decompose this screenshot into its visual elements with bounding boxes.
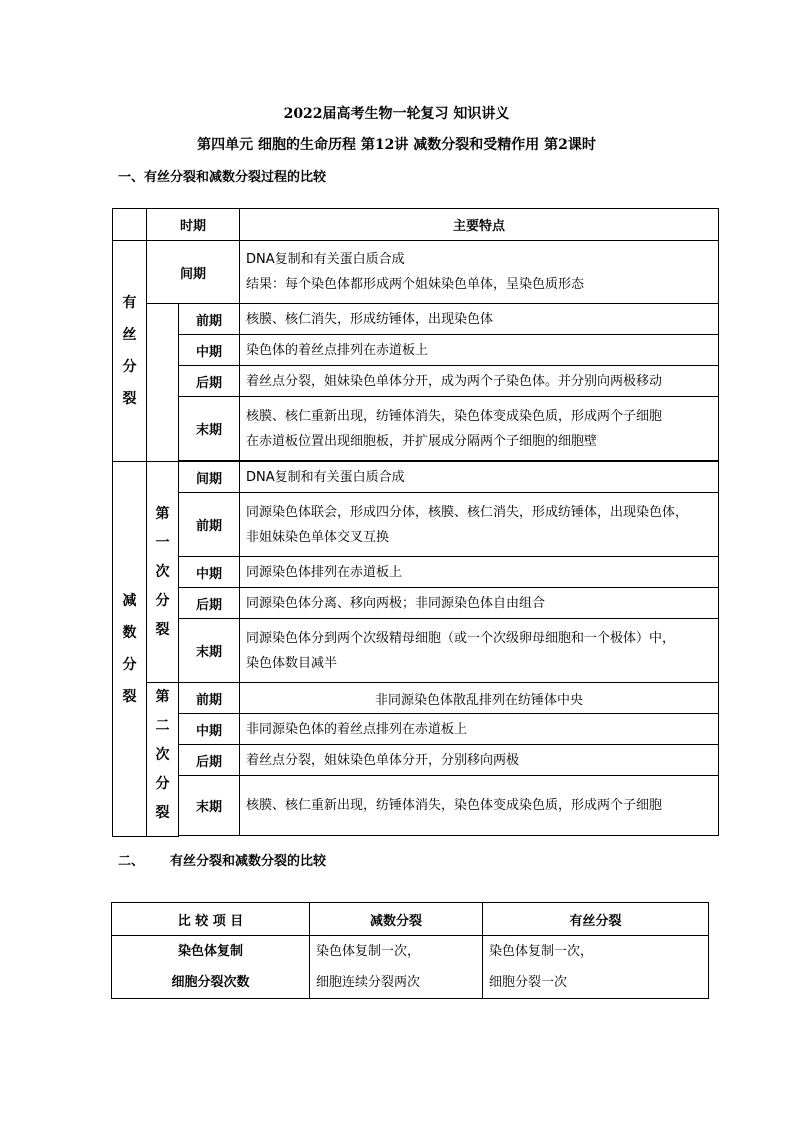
header-mitosis: 有丝分裂 bbox=[483, 903, 709, 936]
mitosis-char: 分 bbox=[122, 359, 137, 375]
table-row bbox=[113, 366, 719, 397]
mitosis-char: 有 bbox=[122, 295, 137, 311]
meiosis2-anaphase-text: 着丝点分裂，姐妹染色单体分开，分别移向两极 bbox=[240, 745, 719, 776]
table-row bbox=[113, 588, 719, 619]
meiosis2-metaphase-label: 中期 bbox=[179, 714, 240, 745]
table-row bbox=[113, 335, 719, 366]
header-comparison-item: 比 较 项 目 bbox=[112, 903, 310, 936]
meiosis1-metaphase-text: 同源染色体排列在赤道板上 bbox=[240, 557, 719, 588]
text-line: 非姐妹染色单体交叉互换 bbox=[246, 529, 390, 545]
mitosis-meiosis-comparison-table bbox=[111, 902, 709, 999]
mitosis-prophase-label: 前期 bbox=[179, 304, 240, 335]
document-subtitle: 第四单元 细胞的生命历程 第12讲 减数分裂和受精作用 第2课时 bbox=[197, 137, 596, 153]
mitosis-telophase-text bbox=[240, 397, 719, 461]
mitosis-prophase-text: 核膜、核仁消失，形成纺锤体，出现染色体 bbox=[240, 304, 719, 335]
meiosis1-char: 分 bbox=[155, 592, 170, 609]
mitosis-anaphase-text: 着丝点分裂，姐妹染色单体分开，成为两个子染色体。并分别向两极移动 bbox=[240, 366, 719, 397]
mitosis-metaphase-text: 染色体的着丝点排列在赤道板上 bbox=[240, 335, 719, 366]
table-row bbox=[112, 936, 709, 999]
meiosis2-telophase-text: 核膜、核仁重新出现，纺锤体消失，染色体变成染色质，形成两个子细胞 bbox=[240, 776, 719, 836]
meiosis1-telophase-text bbox=[240, 619, 719, 683]
meiosis-cell bbox=[310, 936, 483, 999]
meiosis2-char: 次 bbox=[155, 747, 170, 763]
table-header-row bbox=[113, 209, 719, 241]
meiosis-label-cell bbox=[113, 462, 147, 837]
meiosis2-prophase-label: 前期 bbox=[179, 683, 240, 714]
meiosis2-telophase-label: 末期 bbox=[179, 776, 240, 836]
mitosis-char: 裂 bbox=[122, 391, 137, 407]
mitosis-meiosis-process-table bbox=[112, 208, 719, 837]
mitosis-telophase-label: 末期 bbox=[179, 397, 240, 461]
meiosis-char: 分 bbox=[122, 656, 137, 673]
mitosis-phase-spacer bbox=[147, 304, 179, 462]
meiosis2-prophase-text: 非同源染色体散乱排列在纺锤体中央 bbox=[240, 683, 719, 714]
text-line: 同源染色体联会，形成四分体，核膜、核仁消失，形成纺锤体，出现染色体， bbox=[246, 504, 689, 520]
table-row bbox=[113, 462, 719, 493]
table-row bbox=[113, 745, 719, 776]
text-line: 细胞连续分裂两次 bbox=[316, 975, 421, 990]
table-row bbox=[113, 619, 719, 683]
meiosis2-anaphase-label: 后期 bbox=[179, 745, 240, 776]
meiosis1-prophase-label: 前期 bbox=[179, 493, 240, 557]
meiosis2-char: 第 bbox=[155, 689, 170, 705]
table-row bbox=[113, 493, 719, 557]
section2-heading: 有丝分裂和减数分裂的比较 bbox=[170, 854, 327, 869]
text-line: 染色体复制 bbox=[177, 944, 243, 959]
text-line: 染色体复制一次， bbox=[489, 944, 594, 959]
meiosis-char: 数 bbox=[122, 624, 137, 641]
table-row bbox=[113, 397, 719, 461]
meiosis1-interphase-text: DNA复制和有关蛋白质合成 bbox=[240, 462, 719, 493]
meiosis1-telophase-label: 末期 bbox=[179, 619, 240, 683]
meiosis1-anaphase-label: 后期 bbox=[179, 588, 240, 619]
mitosis-interphase-text bbox=[240, 241, 719, 304]
mitosis-interphase-label: 间期 bbox=[147, 241, 240, 304]
text-line: 染色体复制一次， bbox=[316, 944, 421, 959]
table-row bbox=[113, 683, 719, 714]
text-line: 细胞分裂次数 bbox=[171, 975, 250, 990]
comparison-items-cell bbox=[112, 936, 310, 999]
meiosis2-char: 分 bbox=[155, 776, 170, 792]
table-row bbox=[113, 776, 719, 836]
table-row bbox=[113, 304, 719, 335]
meiosis2-char: 裂 bbox=[155, 805, 170, 821]
text-line: 细胞分裂一次 bbox=[489, 975, 568, 990]
meiosis2-metaphase-text: 非同源染色体的着丝点排列在赤道板上 bbox=[240, 714, 719, 745]
mitosis-cell bbox=[483, 936, 709, 999]
meiosis2-label-cell bbox=[147, 683, 179, 837]
mitosis-label-cell bbox=[113, 241, 147, 462]
meiosis1-interphase-label: 间期 bbox=[179, 462, 240, 493]
meiosis1-label-cell bbox=[147, 462, 179, 683]
table-row bbox=[113, 557, 719, 588]
meiosis1-char: 第 bbox=[155, 505, 170, 522]
meiosis1-char: 次 bbox=[155, 563, 170, 580]
meiosis1-metaphase-label: 中期 bbox=[179, 557, 240, 588]
section2-number: 二、 bbox=[118, 854, 145, 869]
meiosis1-char: 裂 bbox=[155, 621, 170, 638]
table-row bbox=[113, 241, 719, 304]
meiosis2-char: 二 bbox=[155, 718, 170, 734]
header-blank-cell bbox=[113, 209, 147, 241]
table-header-row bbox=[112, 903, 709, 936]
text-line: 结果：每个染色体都形成两个姐妹染色单体，呈染色质形态 bbox=[246, 277, 585, 292]
header-period: 时期 bbox=[147, 209, 240, 241]
meiosis-char: 减 bbox=[122, 592, 137, 609]
section1-heading: 一、有丝分裂和减数分裂过程的比较 bbox=[118, 170, 327, 185]
mitosis-anaphase-label: 后期 bbox=[179, 366, 240, 397]
meiosis1-prophase-text bbox=[240, 493, 719, 557]
meiosis1-anaphase-text: 同源染色体分离、移向两极；非同源染色体自由组合 bbox=[240, 588, 719, 619]
text-line: 核膜、核仁重新出现，纺锤体消失，染色体变成染色质，形成两个子细胞 bbox=[246, 408, 663, 424]
meiosis1-char: 一 bbox=[155, 534, 170, 551]
header-meiosis: 减数分裂 bbox=[310, 903, 483, 936]
document-title: 2022届高考生物一轮复习 知识讲义 bbox=[283, 106, 510, 122]
mitosis-char: 丝 bbox=[122, 327, 137, 343]
header-features: 主要特点 bbox=[240, 209, 719, 241]
mitosis-metaphase-label: 中期 bbox=[179, 335, 240, 366]
table-row bbox=[113, 836, 719, 837]
text-line: 染色体数目减半 bbox=[246, 655, 338, 671]
table-row bbox=[113, 714, 719, 745]
meiosis-char: 裂 bbox=[122, 688, 137, 705]
text-line: 在赤道板位置出现细胞板，并扩展成分隔两个子细胞的细胞壁 bbox=[246, 433, 598, 449]
text-line: 同源染色体分到两个次级精母细胞（或一个次级卵母细胞和一个极体）中， bbox=[246, 630, 676, 646]
text-line: DNA复制和有关蛋白质合成 bbox=[246, 252, 405, 267]
